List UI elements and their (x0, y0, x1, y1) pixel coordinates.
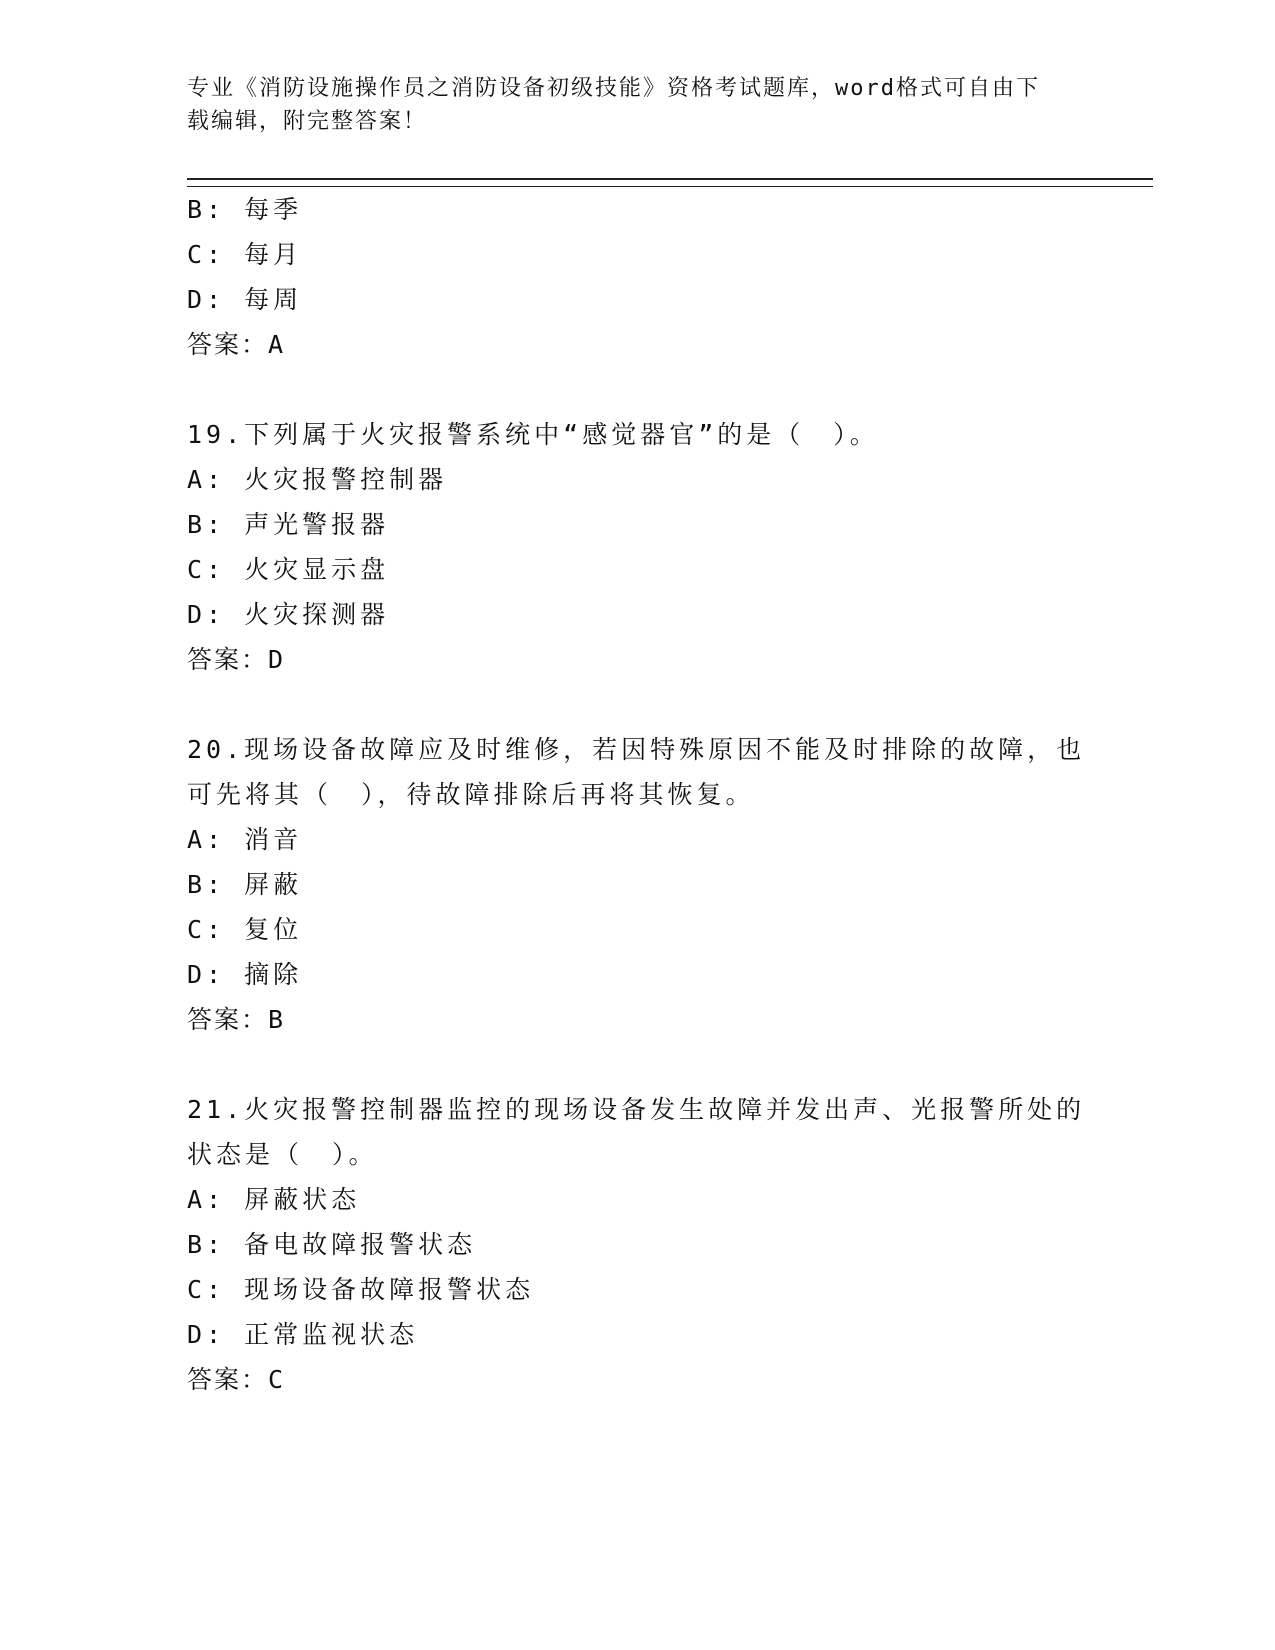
answer: 答案：C (187, 1365, 286, 1394)
option-d: D: 正常监视状态 (187, 1320, 419, 1349)
option-a: A: 屏蔽状态 (187, 1185, 361, 1214)
option-d: D: 摘除 (187, 960, 303, 989)
option-d: D: 每周 (187, 285, 303, 314)
option-d: D: 火灾探测器 (187, 600, 390, 629)
answer: 答案：B (187, 1005, 286, 1034)
question-stem-cont: 可先将其（ ），待故障排除后再将其恢复。 (187, 780, 755, 809)
option-b: B: 每季 (187, 195, 303, 224)
question-stem: 20.现场设备故障应及时维修，若因特殊原因不能及时排除的故障，也 (187, 735, 1086, 764)
option-b: B: 屏蔽 (187, 870, 303, 899)
question-stem: 19.下列属于火灾报警系统中“感觉器官”的是（ ）。 (187, 420, 879, 449)
option-c: C: 现场设备故障报警状态 (187, 1275, 535, 1304)
answer: 答案：D (187, 645, 286, 674)
header-line-1: 专业《消防设施操作员之消防设备初级技能》资格考试题库，word格式可自由下 (187, 76, 1040, 101)
option-a: A: 火灾报警控制器 (187, 465, 448, 494)
option-c: C: 复位 (187, 915, 303, 944)
option-c: C: 每月 (187, 240, 303, 269)
header-divider (187, 178, 1153, 187)
option-b: B: 声光警报器 (187, 510, 390, 539)
answer: 答案：A (187, 330, 286, 359)
header-line-2: 载编辑，附完整答案！ (187, 109, 428, 134)
option-c: C: 火灾显示盘 (187, 555, 390, 584)
document-header (187, 72, 1067, 138)
question-stem: 21.火灾报警控制器监控的现场设备发生故障并发出声、光报警所处的 (187, 1095, 1086, 1124)
question-stem-cont: 状态是（ ）。 (187, 1140, 378, 1169)
option-b: B: 备电故障报警状态 (187, 1230, 477, 1259)
option-a: A: 消音 (187, 825, 303, 854)
